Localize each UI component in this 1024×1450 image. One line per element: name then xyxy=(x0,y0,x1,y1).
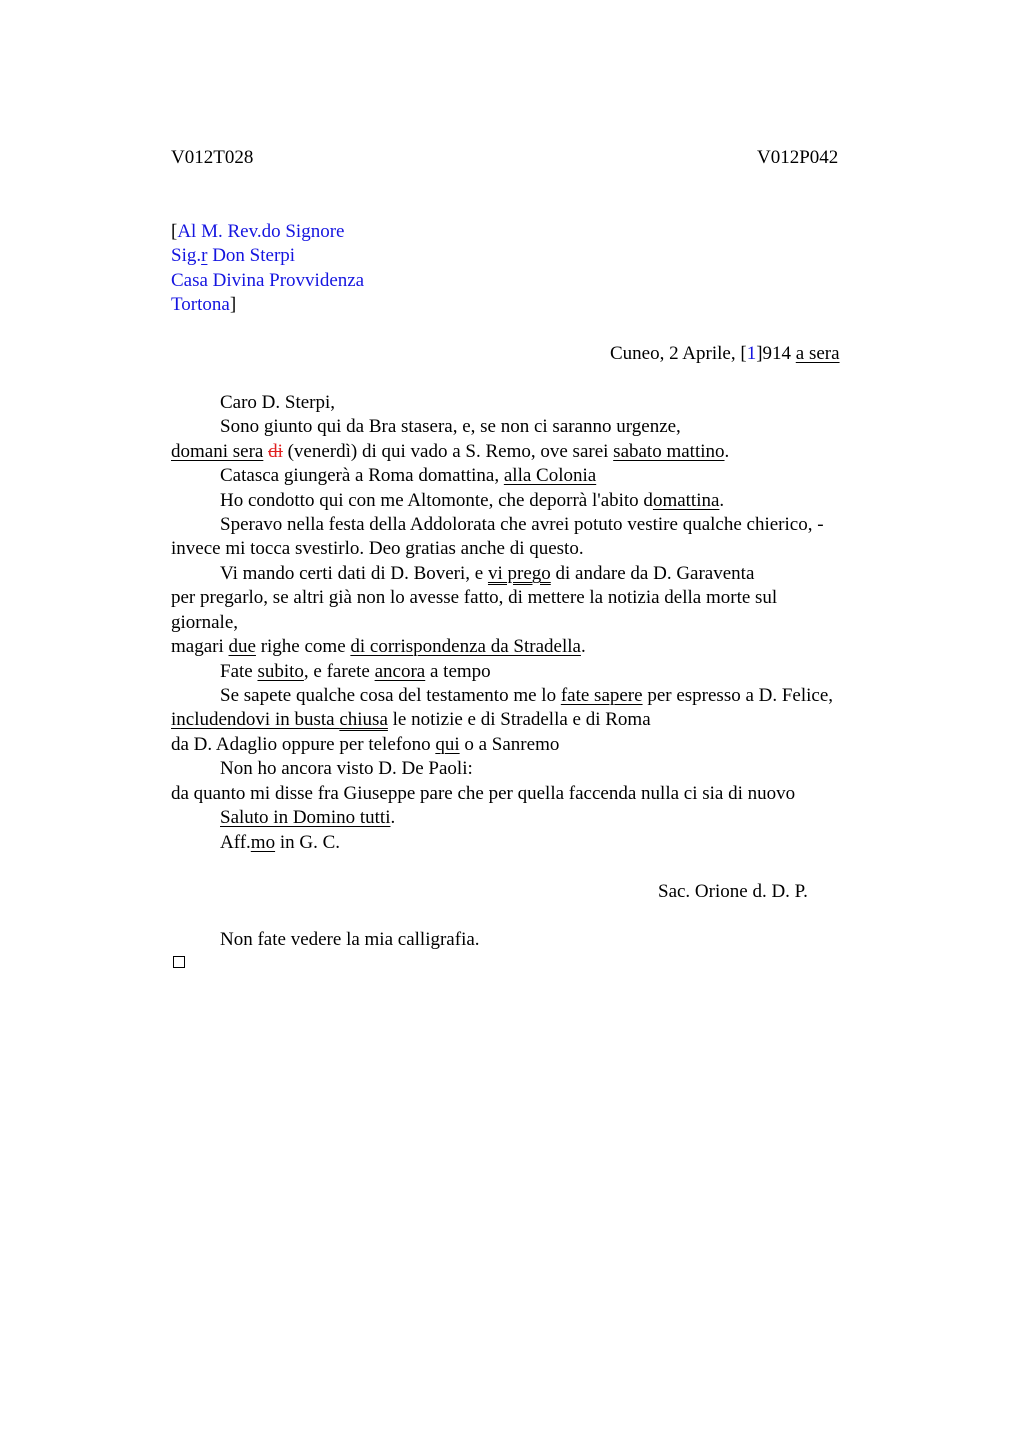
paragraph-line: includendovi in busta chiusa le notizie e di Stradella e di Roma xyxy=(171,709,651,730)
address-line-4: Tortona] xyxy=(171,294,237,315)
signature: Sac. Orione d. D. P. xyxy=(658,881,808,902)
paragraph-line: Vi mando certi dati di D. Boveri, e vi prego di andare da D. Garaventa xyxy=(220,563,755,584)
empty-square-icon xyxy=(173,956,185,968)
paragraph-line: magari due righe come di corrispondenza da Stradella. xyxy=(171,636,586,657)
header-left-code: V012T028 xyxy=(171,147,254,168)
paragraph-line: invece mi tocca svestirlo. Deo gratias anche di questo. xyxy=(171,538,584,559)
postscript: Non fate vedere la mia calligrafia. xyxy=(220,929,480,950)
paragraph-line: Speravo nella festa della Addolorata che avrei potuto vestire qualche chierico, - xyxy=(220,514,824,535)
paragraph-line: Catasca giungerà a Roma domattina, alla Colonia xyxy=(220,465,597,486)
paragraph-line: per pregarlo, se altri già non lo avesse fatto, di mettere la notizia della morte sul xyxy=(171,587,778,608)
paragraph-line: giornale, xyxy=(171,612,239,633)
paragraph-line: Non ho ancora visto D. De Paoli: xyxy=(220,758,473,779)
paragraph-line: Sono giunto qui da Bra stasera, e, se non ci saranno urgenze, xyxy=(220,416,681,437)
salutation: Caro D. Sterpi, xyxy=(220,392,336,413)
paragraph-line: da quanto mi disse fra Giuseppe pare che per quella faccenda nulla ci sia di nuovo xyxy=(171,783,796,804)
address-line-3: Casa Divina Provvidenza xyxy=(171,270,365,291)
closing-line: Aff.mo in G. C. xyxy=(220,832,341,853)
header-right-code: V012P042 xyxy=(757,147,839,168)
paragraph-line: Ho condotto qui con me Altomonte, che deporrà l'abito domattina. xyxy=(220,490,725,511)
deleted-word: di xyxy=(268,441,283,462)
paragraph-line: domani sera di (venerdì) di qui vado a S. Remo, ove sarei sabato mattino. xyxy=(171,441,730,462)
paragraph-line: da D. Adaglio oppure per telefono qui o a Sanremo xyxy=(171,734,560,755)
paragraph-line: Saluto in Domino tutti. xyxy=(220,807,396,828)
paragraph-line: Se sapete qualche cosa del testamento me lo fate sapere per espresso a D. Felice, xyxy=(220,685,834,706)
address-line-2: Sig.r Don Sterpi xyxy=(171,245,296,266)
paragraph-line: Fate subito, e farete ancora a tempo xyxy=(220,661,491,682)
address-line-1: [Al M. Rev.do Signore xyxy=(171,221,345,242)
dateline: Cuneo, 2 Aprile, [1]914 a sera xyxy=(610,343,840,364)
